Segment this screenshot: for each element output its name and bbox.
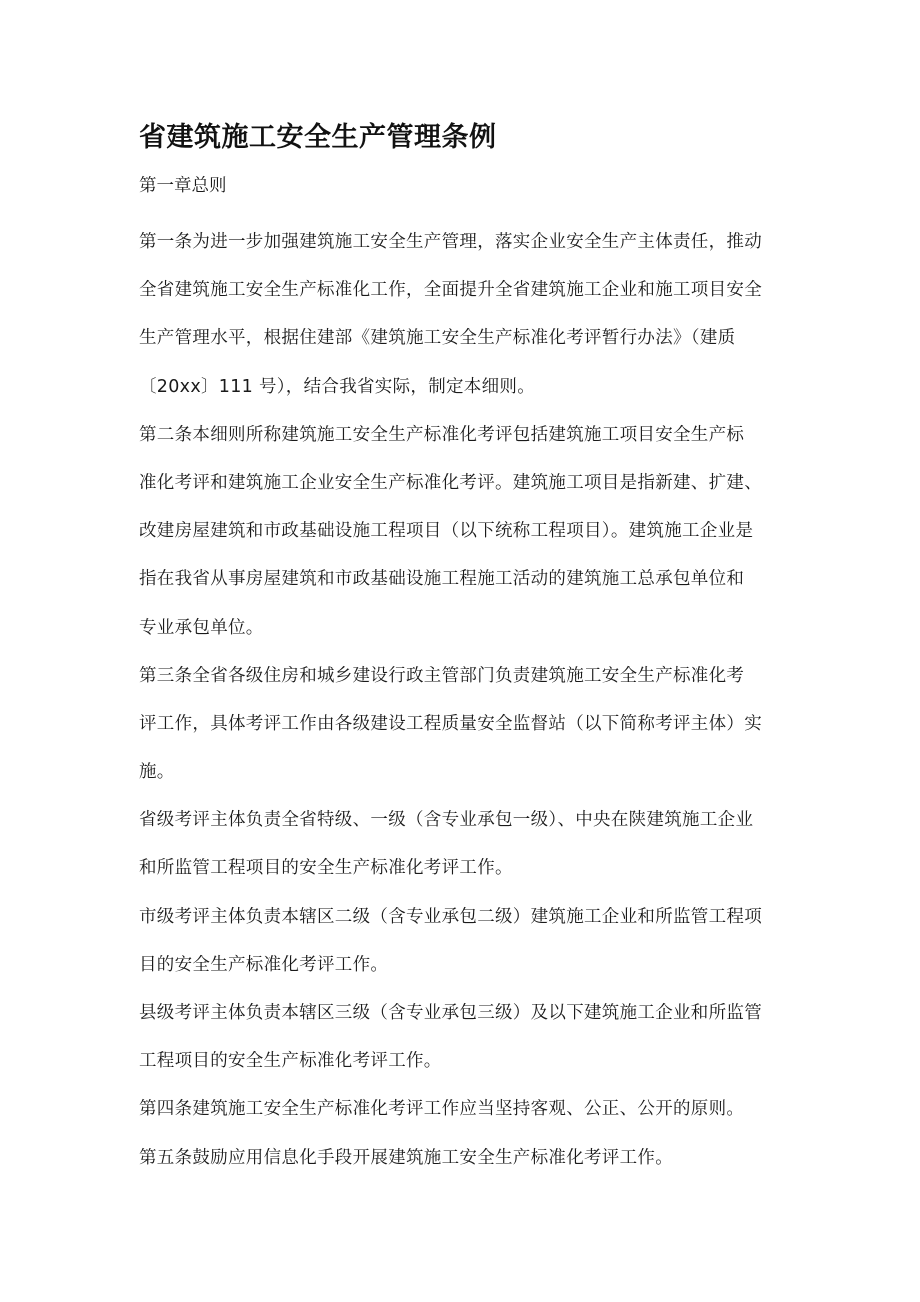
text-line: 准化考评和建筑施工企业安全生产标准化考评。建筑施工项目是指新建、扩建、 <box>139 472 762 493</box>
text-line: 市级考评主体负责本辖区二级（含专业承包二级）建筑施工企业和所监管工程项 <box>139 906 762 927</box>
text-line: 全省建筑施工安全生产标准化工作，全面提升全省建筑施工企业和施工项目安全 <box>139 280 762 301</box>
text-line: 省级考评主体负责全省特级、一级（含专业承包一级）、中央在陕建筑施工企业 <box>139 810 754 831</box>
text-line: 第一条为进一步加强建筑施工安全生产管理，落实企业安全生产主体责任，推动 <box>139 232 762 252</box>
text-line: 第二条本细则所称建筑施工安全生产标准化考评包括建筑施工项目安全生产标 <box>139 424 745 445</box>
text-line: 目的安全生产标准化考评工作。 <box>139 954 389 975</box>
chapter-heading: 第一章总则 <box>139 176 227 196</box>
text-line: 生产管理水平，根据住建部《建筑施工安全生产标准化考评暂行办法》（建质 <box>139 328 736 349</box>
text-line: 第五条鼓励应用信息化手段开展建筑施工安全生产标准化考评工作。 <box>139 1147 673 1168</box>
text-line: 施。 <box>139 762 175 783</box>
text-line: 第三条全省各级住房和城乡建设行政主管部门负责建筑施工安全生产标准化考 <box>139 665 745 686</box>
text-line: 县级考评主体负责本辖区三级（含专业承包三级）及以下建筑施工企业和所监管 <box>139 1003 762 1023</box>
text-line: 工程项目的安全生产标准化考评工作。 <box>139 1051 442 1072</box>
text-line: 和所监管工程项目的安全生产标准化考评工作。 <box>139 858 513 879</box>
document-title: 省建筑施工安全生产管理条例 <box>139 122 497 153</box>
text-line: 指在我省从事房屋建筑和市政基础设施工程施工活动的建筑施工总承包单位和 <box>139 569 745 590</box>
text-line: 〔20xx〕111 号），结合我省实际，制定本细则。 <box>139 376 535 397</box>
text-line: 改建房屋建筑和市政基础设施工程项目（以下统称工程项目）。建筑施工企业是 <box>139 521 754 542</box>
text-line: 评工作，具体考评工作由各级建设工程质量安全监督站（以下简称考评主体）实 <box>139 713 762 734</box>
document-body <box>139 218 799 1182</box>
text-line: 第四条建筑施工安全生产标准化考评工作应当坚持客观、公正、公开的原则。 <box>139 1099 745 1120</box>
text-line: 专业承包单位。 <box>139 617 264 638</box>
